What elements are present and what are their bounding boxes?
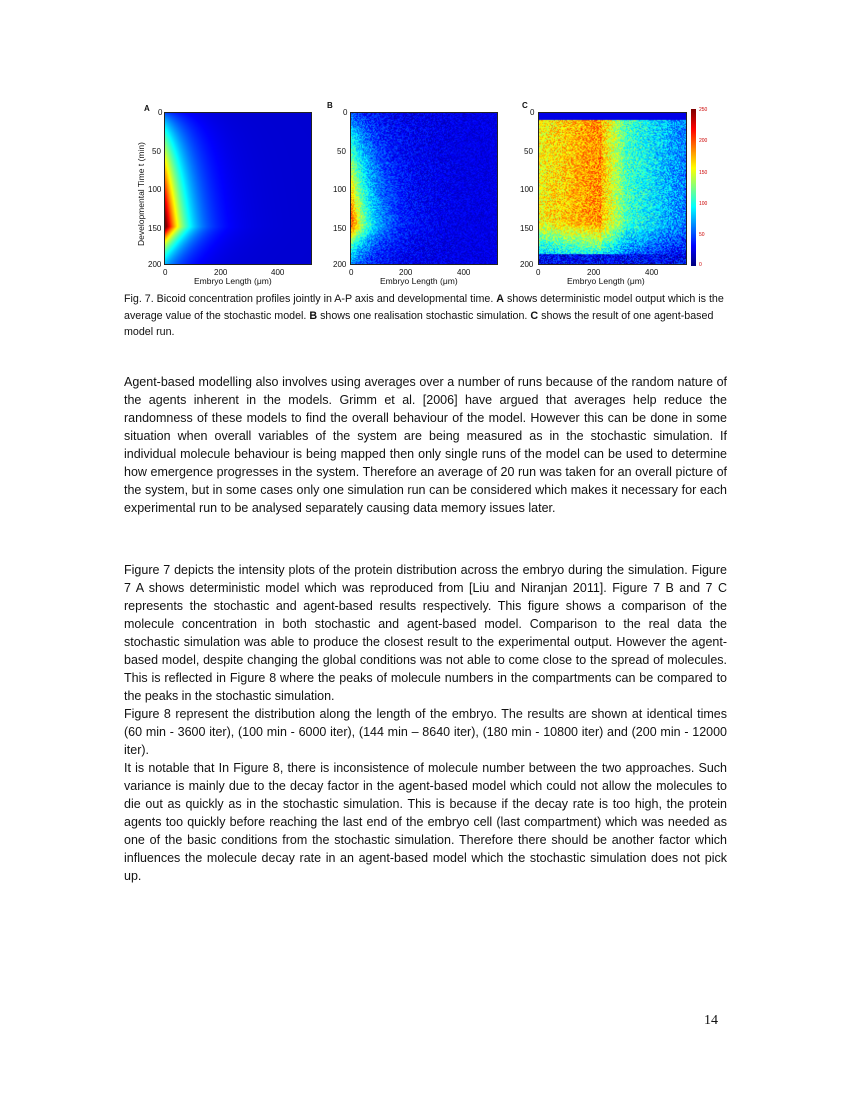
colorbar-tick: 250 <box>699 107 708 113</box>
y-tick: 200 <box>520 260 534 269</box>
paragraph: Figure 8 represent the distribution along the length of the embryo. The results are shown at identical times (60 min - 3600 iter), (100 min - 6000 iter), (144 min – 8640 iter), (180 min - 10800 iter) and (200 min - 12000 iter). <box>124 707 727 757</box>
x-axis-label: Embryo Length (μm) <box>567 276 645 286</box>
colorbar-tick: 0 <box>699 262 702 268</box>
x-tick: 400 <box>457 268 471 277</box>
x-tick: 0 <box>536 268 541 277</box>
y-tick: 200 <box>148 260 162 269</box>
x-tick: 400 <box>271 268 285 277</box>
y-tick: 100 <box>333 185 347 194</box>
y-tick: 100 <box>148 185 162 194</box>
caption-c-letter: C <box>530 309 539 322</box>
x-axis-label: Embryo Length (μm) <box>194 276 272 286</box>
colorbar <box>691 109 696 266</box>
x-tick: 200 <box>214 268 228 277</box>
caption-b-text: shows one realisation stochastic simulation. <box>320 309 528 322</box>
body-section-2 <box>124 561 727 885</box>
heatmap-deterministic <box>164 112 312 265</box>
paragraph: It is notable that In Figure 8, there is inconsistence of molecule number between the two approaches. Such variance is mainly due to the decay factor in the agent-based model which could not allow the molecules to die out as quickly as in the stochastic simulation. This is because if the decay rate is too high, the protein agents too quickly before reaching the last end of the embryo cell (last compartment) which was needed as one of the basic conditions from the stochastic simulation. Therefore there should be another factor which influences the molecule decay rate in an agent-based model which the stochastic simulation does not pick up. <box>124 761 727 883</box>
page-number: 14 <box>704 1013 718 1028</box>
body-section-1 <box>124 373 727 517</box>
x-tick: 0 <box>163 268 168 277</box>
panel-letter: C <box>522 101 528 110</box>
y-tick: 50 <box>152 147 161 156</box>
heatmap-stochastic <box>350 112 498 265</box>
y-tick: 150 <box>333 224 347 233</box>
figure-caption <box>124 291 724 341</box>
y-tick: 0 <box>530 108 535 117</box>
x-tick: 200 <box>587 268 601 277</box>
x-tick: 400 <box>645 268 659 277</box>
y-tick: 0 <box>158 108 163 117</box>
figure-7 <box>0 0 850 290</box>
y-tick: 100 <box>520 185 534 194</box>
y-tick: 150 <box>148 224 162 233</box>
y-tick: 0 <box>343 108 348 117</box>
colorbar-tick: 50 <box>699 232 705 238</box>
colorbar-tick: 100 <box>699 201 708 207</box>
y-tick: 150 <box>520 224 534 233</box>
y-tick: 200 <box>333 260 347 269</box>
panel-letter: B <box>327 101 333 110</box>
colorbar-tick: 200 <box>699 138 708 144</box>
x-axis-label: Embryo Length (μm) <box>380 276 458 286</box>
y-axis-label: Developmental Time t (min) <box>136 142 146 246</box>
paragraph: Agent-based modelling also involves using averages over a number of runs because of the random nature of the agents inherent in the models. Grimm et al. [2006] have argued that averages help reduce the randomness of these models to find the overall behaviour of the model. However this can be done in some situation when overall variables of the system are being measured as in the stochastic simulation. If individual molecule behaviour is being mapped then only single runs of the model can be used to determine how emergence progresses in the system. Therefore an average of 20 run was taken for an overall picture of the system, but in some cases only one simulation run can be considered which makes it necessary for each experimental run to be analysed separately causing data memory issues later. <box>124 375 727 515</box>
caption-c-text: shows the result of one agent-based model run. <box>124 309 714 338</box>
caption-b-letter: B <box>309 309 318 322</box>
caption-a-letter: A <box>496 293 505 305</box>
x-tick: 0 <box>349 268 354 277</box>
paragraph: Figure 7 depicts the intensity plots of the protein distribution across the embryo during the simulation. Figure 7 A shows deterministic model which was reproduced from [Liu and Niranjan 2011]. Figure 7 B and 7 C represents the stochastic and agent-based results respectively. This figure shows a comparison of the molecule concentration in both stochastic and agent-based model. Comparison to the real data the stochastic simulation was able to produce the closest result to the experimental output. However the agent-based model, despite changing the global conditions was not able to come close to the spread of molecules. This is reflected in Figure 8 where the peaks of molecule numbers in the compartments can be compared to the peaks in the stochastic simulation. <box>124 563 727 703</box>
heatmap-agent-based <box>538 112 687 265</box>
caption-figure-label: Fig. 7. Bicoid concentration profiles jointly in A-P axis and developmental time. <box>124 293 494 305</box>
y-tick: 50 <box>337 147 346 156</box>
x-tick: 200 <box>399 268 413 277</box>
colorbar-tick: 150 <box>699 170 708 176</box>
panel-letter: A <box>144 104 150 113</box>
caption-a-text: shows deterministic model output which is the average value of the stochastic model. <box>124 293 724 322</box>
y-tick: 50 <box>524 147 533 156</box>
